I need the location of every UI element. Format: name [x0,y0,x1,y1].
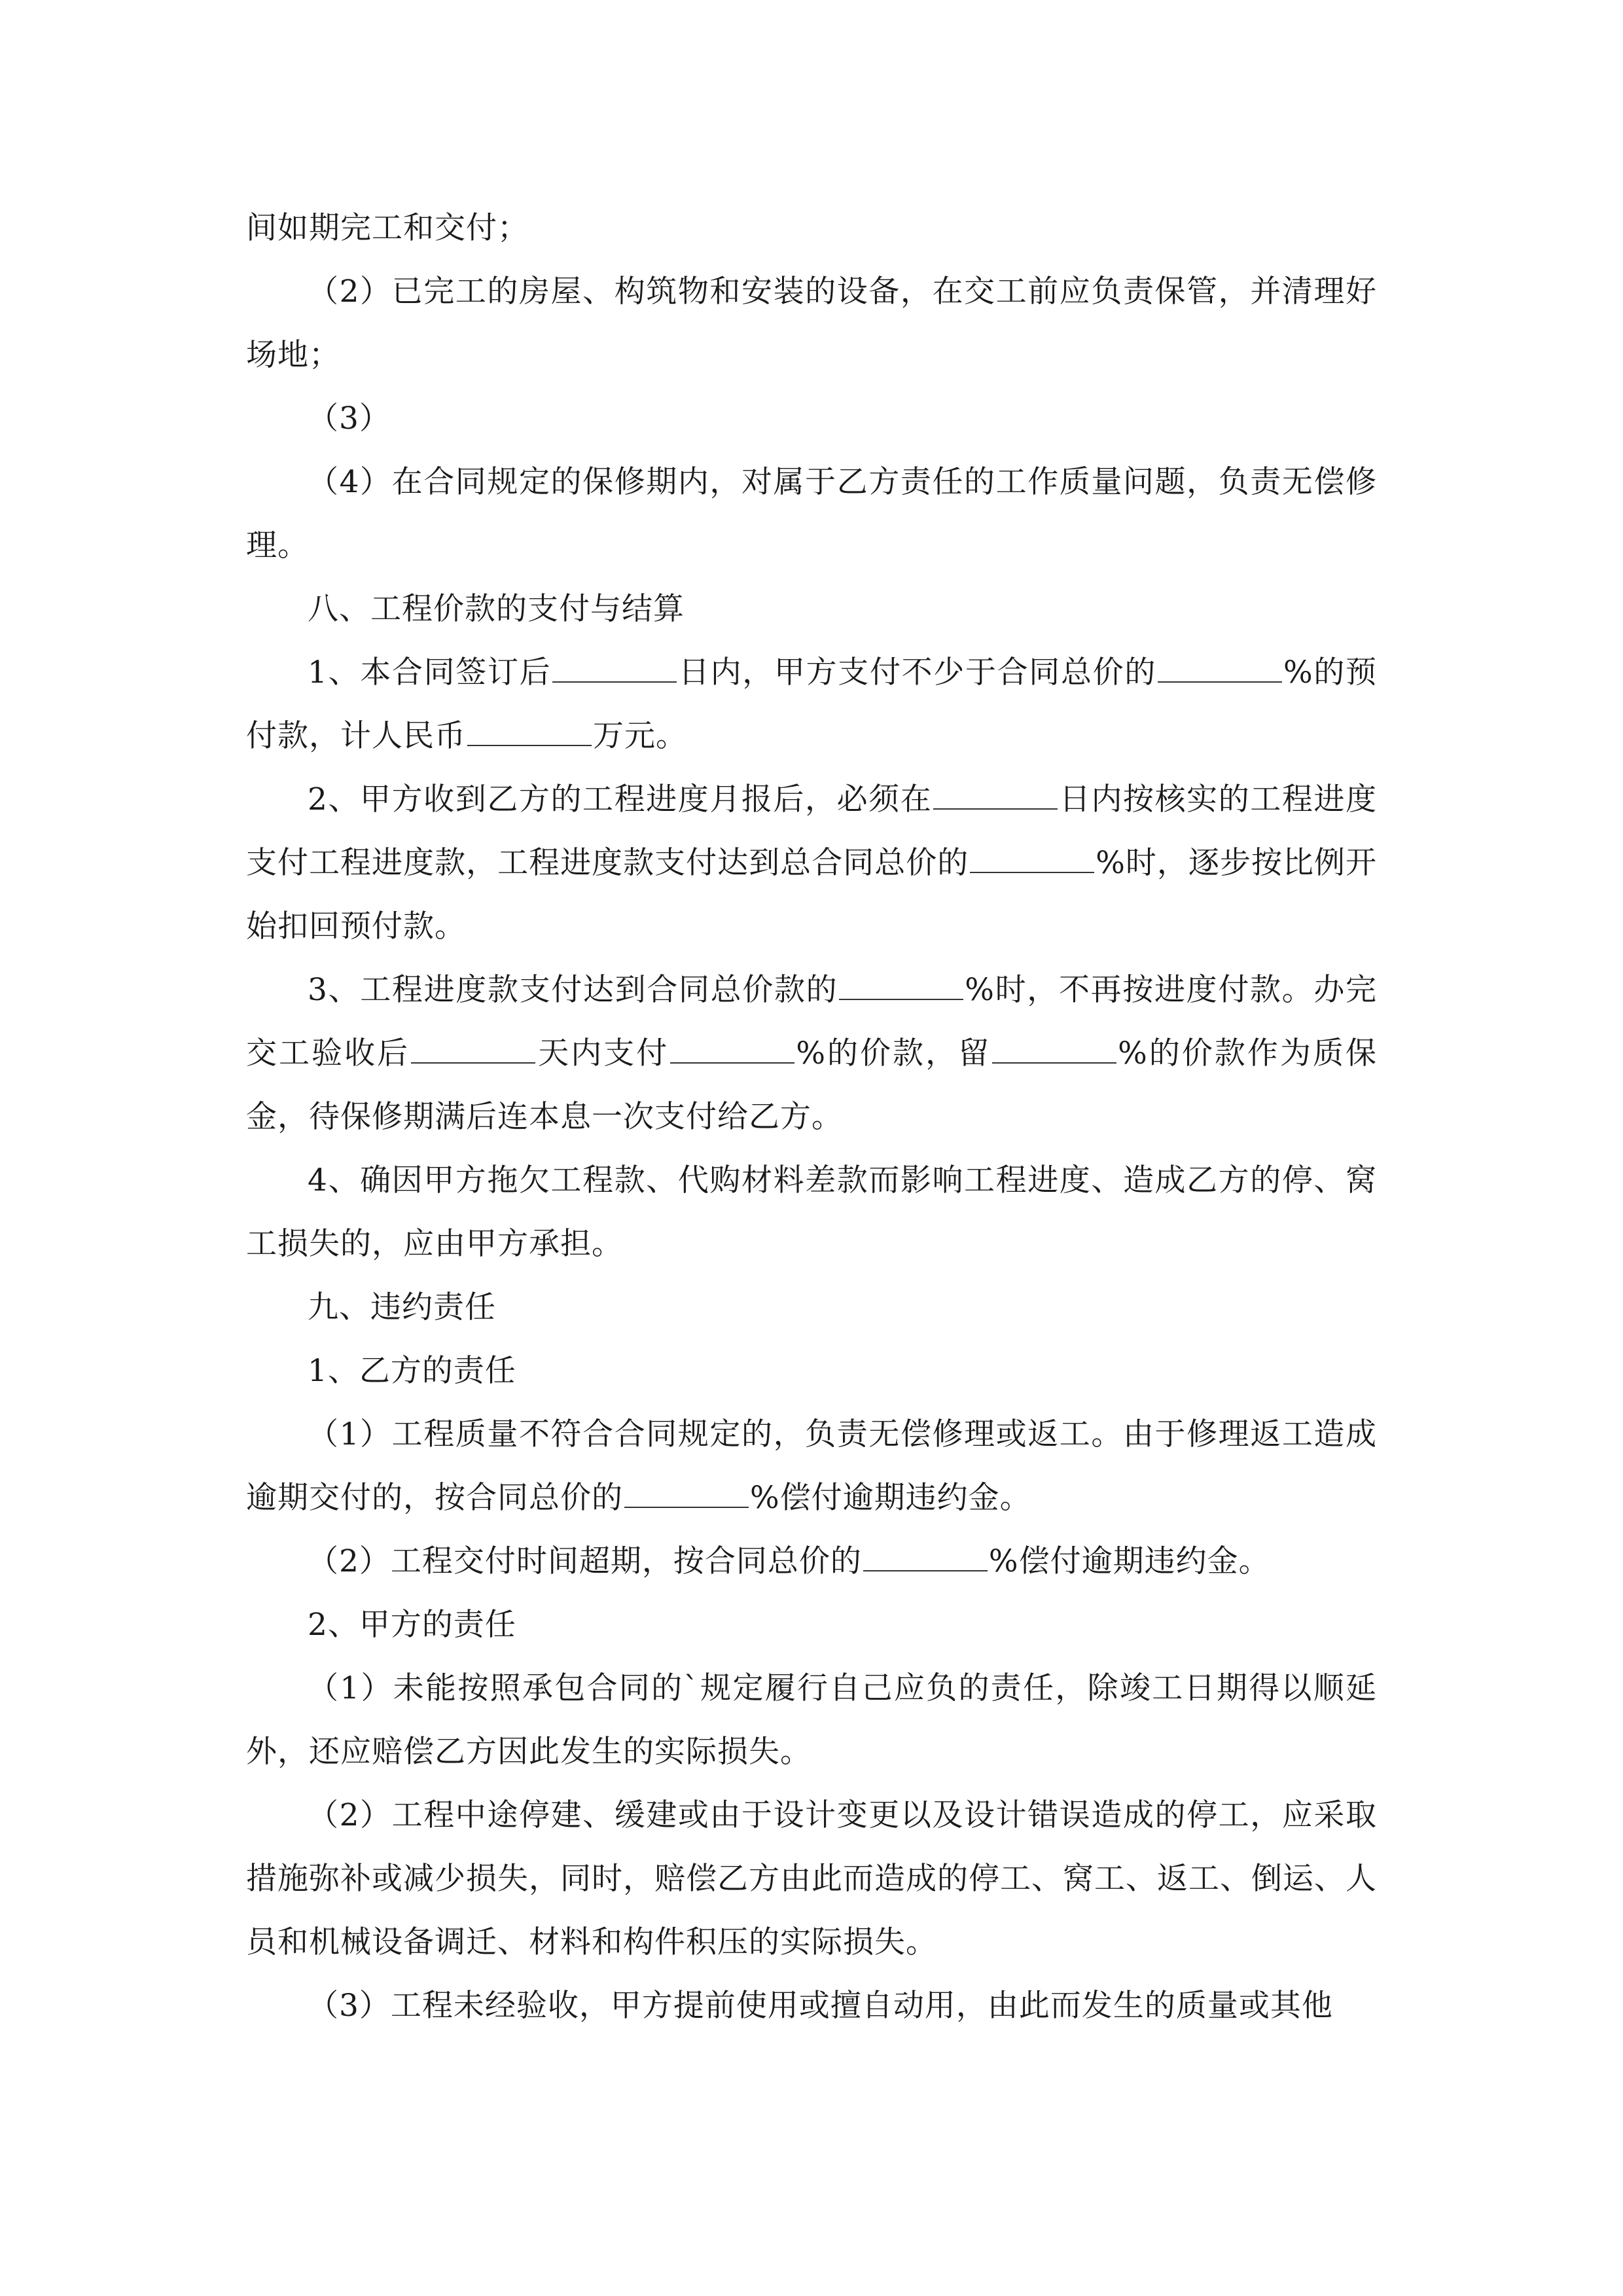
text: 1、本合同签订后 [308,655,552,691]
text: %时，不再按进度付款。办完交工验收后 [246,972,1377,1071]
text: （4）在合同规定的保修期内，对属于乙方责任的工作质量问题，负责无偿修理。 [246,464,1377,564]
paragraph-clause-9-2-3 [246,1974,1377,2037]
text: %偿付逾期违约金。 [750,1480,1031,1516]
fill-in-blank [552,655,677,683]
text: 2、甲方收到乙方的工程进度月报后，必须在 [308,781,933,817]
fill-in-blank [1158,655,1282,683]
fill-in-blank [411,1036,535,1064]
text: （3）工程未经验收，甲方提前使用或擅自动用，由此而发生的质量或其他 [308,1988,1333,2024]
section-heading-8 [246,577,1377,641]
text: %的价款，留 [796,1035,991,1071]
text: 日内按核实的工程进度支付工程进度款，工程进度款支付达到总合同总价的 [246,781,1378,881]
text: 天内支付 [537,1035,669,1071]
text: %的预付款，计人民币 [246,655,1377,754]
fill-in-blank [670,1036,794,1064]
paragraph-clause-7-3 [246,387,1377,450]
text: %偿付逾期违约金。 [988,1543,1270,1579]
paragraph-clause-9-2-2 [246,1784,1377,1974]
paragraph-clause-8-4 [246,1149,1377,1276]
text: （1）未能按照承包合同的`规定履行自己应负的责任，除竣工日期得以顺延外，还应赔偿乙方因此发生的实际损失。 [246,1670,1377,1770]
paragraph-clause-8-2 [246,768,1377,958]
paragraph-clause-8-3 [246,958,1377,1149]
heading-text: 八、工程价款的支付与结算 [308,591,685,627]
fill-in-blank [467,719,592,746]
text: （3） [308,401,391,437]
text: （2）已完工的房屋、构筑物和安装的设备，在交工前应负责保管，并清理好场地； [246,274,1377,373]
text: 日内，甲方支付不少于合同总价的 [678,655,1156,691]
fill-in-blank [992,1036,1116,1064]
text: %时，逐步按比例开始扣回预付款。 [246,845,1377,944]
text: 3、工程进度款支付达到合同总价款的 [308,972,838,1008]
paragraph-clause-7-4 [246,450,1377,577]
paragraph-clause-8-1 [246,641,1377,768]
subheading-9-1 [246,1339,1377,1403]
text: 1、乙方的责任 [308,1353,516,1389]
paragraph-clause-9-1-2 [246,1530,1377,1593]
text: 间如期完工和交付； [246,210,529,246]
paragraph-clause-9-2-1 [246,1657,1377,1784]
heading-text: 九、违约责任 [308,1289,496,1325]
section-heading-9 [246,1276,1377,1339]
subheading-9-2 [246,1593,1377,1657]
fill-in-blank [624,1480,749,1508]
fill-in-blank [933,782,1058,810]
paragraph-continuation [246,196,1377,260]
text: 4、确因甲方拖欠工程款、代购材料差款而影响工程进度、造成乙方的停、窝工损失的，应由甲方承担。 [246,1162,1377,1262]
text: （2）工程交付时间超期，按合同总价的 [308,1543,862,1579]
text: 2、甲方的责任 [308,1607,516,1643]
fill-in-blank [839,973,963,1000]
text: （2）工程中途停建、缓建或由于设计变更以及设计错误造成的停工，应采取措施弥补或减少损失，同时，赔偿乙方由此而造成的停工、窝工、返工、倒运、人员和机械设备调迁、材料和构件积压的实际损失。 [246,1797,1377,1960]
fill-in-blank [863,1544,988,1571]
paragraph-clause-7-2 [246,260,1377,387]
fill-in-blank [970,846,1094,873]
paragraph-clause-9-1-1 [246,1403,1377,1530]
text: （1）工程质量不符合合同规定的，负责无偿修理或返工。由于修理返工造成逾期交付的，按合同总价的 [246,1416,1377,1516]
contract-body [246,196,1377,2037]
text: 万元。 [593,718,687,754]
text: %的价款作为质保金，待保修期满后连本息一次支付给乙方。 [246,1035,1378,1135]
